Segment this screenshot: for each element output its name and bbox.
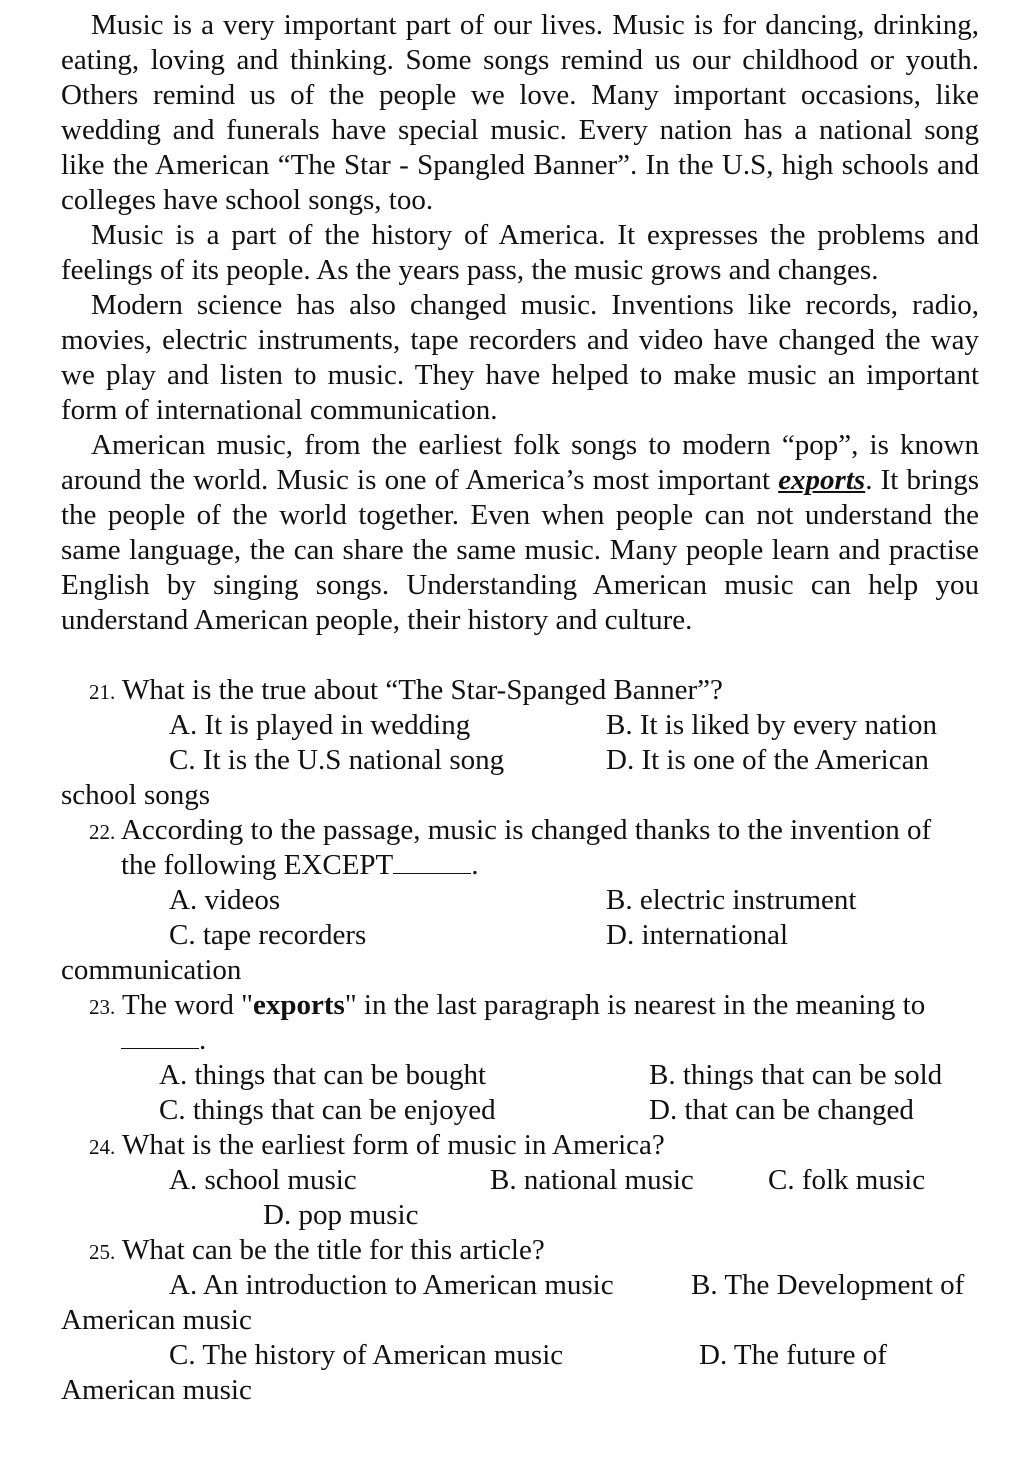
option-a: A. It is played in wedding (169, 709, 471, 741)
passage-p1-text: Music is a very important part of our lives. Music is for dancing, drinking, eating, loving and thinking. Some songs remind us our childhood or youth. Others remind us of the people we love. Many important occasions, like wedding and funerals have special music. Every nation has a national song like the American “The Star - Spangled Banner”. In the U.S, high schools and colleges have school songs, too. (61, 9, 979, 216)
option-a: A. videos (169, 884, 281, 916)
option-d: D. The future of (699, 1339, 887, 1371)
option-a: A. school music (169, 1164, 357, 1196)
option-d-continuation: school songs (61, 779, 211, 811)
option-d-continuation: American music (61, 1374, 252, 1406)
option-c: C. folk music (768, 1164, 926, 1196)
question-24 (61, 1128, 979, 1233)
question-text: According to the passage, music is changed thanks to the invention of (120, 814, 932, 846)
question-21 (61, 673, 979, 813)
question-number: 21. (89, 680, 116, 704)
answer-blank (393, 849, 471, 874)
passage-p4-text-end: . It brings the people of the world together. Even when people can not understand the same language, the can share the same music. Many people learn and practise English by singing songs. Understanding American music can help you understand American people, their history and culture. (61, 464, 979, 636)
passage-p4-text-start: American music, from the earliest folk songs to modern “pop”, is known around the world. Music is one of America’s most important (61, 429, 979, 496)
question-number: 24. (89, 1135, 116, 1159)
option-c: C. tape recorders (169, 919, 367, 951)
question-end-punct: . (199, 1024, 207, 1056)
option-b: B. things that can be sold (649, 1059, 943, 1091)
passage-paragraph-4 (61, 428, 979, 638)
question-stem (89, 813, 931, 850)
option-c: C. things that can be enjoyed (159, 1094, 496, 1126)
question-text: What is the true about “The Star-Spanged Banner”? (121, 674, 723, 706)
question-text: What can be the title for this article? (121, 1234, 545, 1266)
question-stem (89, 673, 723, 710)
option-c: C. It is the U.S national song (169, 744, 505, 776)
question-text: What is the earliest form of music in America? (121, 1129, 665, 1161)
option-d: D. pop music (263, 1199, 419, 1231)
question-number: 22. (89, 820, 116, 844)
option-b: B. national music (490, 1164, 694, 1196)
spacer (61, 638, 979, 673)
question-keyword: exports (253, 989, 345, 1021)
passage-paragraph-1 (61, 8, 979, 218)
passage-paragraph-3 (61, 288, 979, 428)
option-b: B. electric instrument (606, 884, 857, 916)
option-b-continuation: American music (61, 1304, 252, 1336)
question-text-continued: the following EXCEPT (121, 849, 394, 881)
question-stem (89, 1128, 665, 1165)
question-25 (61, 1233, 979, 1408)
passage-paragraph-2 (61, 218, 979, 288)
question-23 (61, 988, 979, 1128)
option-d: D. that can be changed (649, 1094, 914, 1126)
question-stem-line-2 (121, 1023, 206, 1058)
question-stem (89, 988, 925, 1025)
question-22 (61, 813, 979, 988)
option-d: D. international (606, 919, 789, 951)
passage-p2-text: Music is a part of the history of America. It expresses the problems and feelings of its people. As the years pass, the music grows and changes. (61, 219, 979, 286)
keyword-exports: exports (778, 464, 866, 496)
option-a: A. things that can be bought (159, 1059, 487, 1091)
option-b: B. It is liked by every nation (606, 709, 938, 741)
question-text-end: " in the last paragraph is nearest in the meaning to (344, 989, 926, 1021)
question-stem (89, 1233, 545, 1270)
answer-blank (121, 1024, 199, 1049)
question-number: 25. (89, 1240, 116, 1264)
option-b: B. The Development of (691, 1269, 965, 1301)
option-d-continuation: communication (61, 954, 242, 986)
question-number: 23. (89, 995, 116, 1019)
question-end-punct: . (471, 849, 479, 881)
passage-p3-text: Modern science has also changed music. Inventions like records, radio, movies, electric instruments, tape recorders and video have changed the way we play and listen to music. They have helped to make music an important form of international communication. (61, 289, 979, 426)
question-text-start: The word " (121, 989, 254, 1021)
option-d: D. It is one of the American (606, 744, 929, 776)
option-a: A. An introduction to American music (169, 1269, 614, 1301)
option-c: C. The history of American music (169, 1339, 564, 1371)
question-stem-line-2 (121, 848, 479, 883)
worksheet-page (61, 8, 979, 1408)
